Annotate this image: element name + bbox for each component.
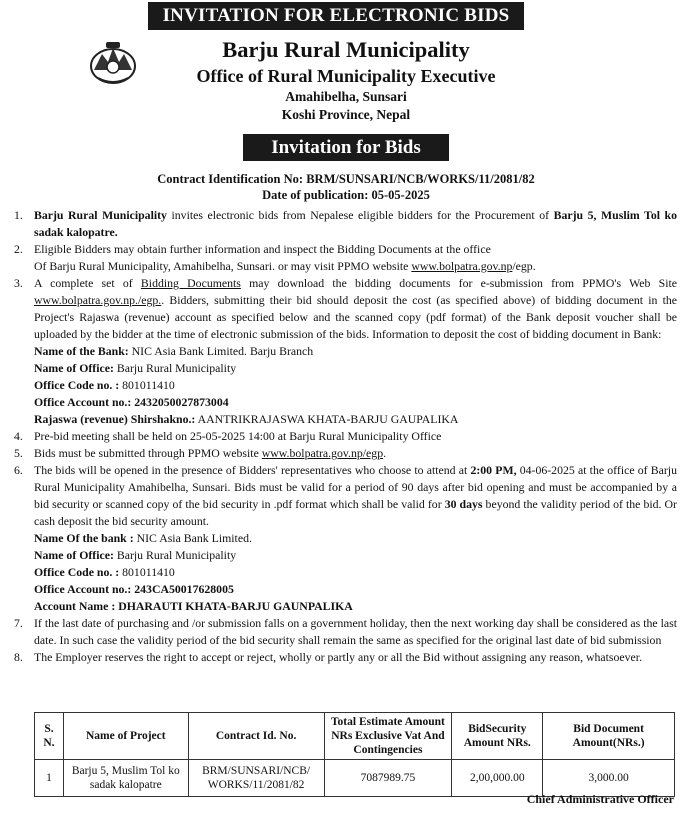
term-number: 2. bbox=[14, 242, 23, 256]
address-line-2: Koshi Province, Nepal bbox=[281, 107, 411, 122]
term-text: /egp. bbox=[512, 259, 536, 273]
term-number: 7. bbox=[14, 616, 23, 630]
table-cell: 1 bbox=[35, 760, 64, 797]
field-value: Barju Rural Municipality bbox=[113, 361, 237, 375]
term-number: 6. bbox=[14, 463, 23, 477]
signature: Chief Administrative Officer bbox=[526, 792, 674, 806]
term-number: 4. bbox=[14, 429, 23, 443]
column-header: Contract Id. No. bbox=[188, 713, 324, 760]
column-header: BidSecurity Amount NRs. bbox=[452, 713, 543, 760]
term-8 bbox=[14, 649, 677, 666]
publication-date-value: 05-05-2025 bbox=[371, 188, 430, 202]
publication-date-label: Date of publication: bbox=[262, 188, 369, 202]
term-number: 8. bbox=[14, 650, 23, 664]
document-banner: INVITATION FOR ELECTRONIC BIDS bbox=[148, 2, 524, 30]
org-name: Barju Rural Municipality bbox=[222, 37, 470, 62]
address-line-1: Amahibelha, Sunsari bbox=[285, 89, 407, 104]
term-number: 5. bbox=[14, 446, 23, 460]
table-cell: Barju 5, Muslim Tol ko sadak kalopatre bbox=[63, 760, 188, 797]
bank-details-2 bbox=[14, 530, 677, 615]
term-text: beyond the validity period of the bid. Or cash deposit the bid security amount. bbox=[34, 497, 677, 528]
term-6 bbox=[14, 462, 677, 530]
ppmo-link[interactable]: www.bolpatra.gov.np bbox=[411, 259, 513, 273]
table-header-row bbox=[35, 713, 675, 760]
column-header: S. N. bbox=[35, 713, 64, 760]
term-text: Bids must be submitted through PPMO website bbox=[34, 446, 262, 460]
ppmo-link[interactable]: www.bolpatra.gov.np/egp bbox=[261, 446, 384, 460]
term-text: . Bidders, submitting their bid should deposit the cost (as specified above) of bidding document in the Project's Rajaswa (revenue) account as specified below and the scanned copy (pdf format) of the Bank deposit voucher shall be uploaded by the bidder at the time of electronic submission of the bids. Information to deposit the cost of bidding document in Bank: bbox=[34, 293, 677, 341]
nepal-emblem-icon bbox=[88, 40, 138, 86]
publication-date-line bbox=[0, 187, 692, 203]
bid-terms bbox=[14, 207, 677, 666]
field-label: Office Code no. : bbox=[34, 565, 120, 579]
term-text: Bidding Documents bbox=[140, 276, 241, 290]
term-text: Eligible Bidders may obtain further information and inspect the Bidding Documents at the office bbox=[34, 242, 491, 256]
table-cell: 3,000.00 bbox=[543, 760, 675, 797]
ppmo-link[interactable]: www.bolpatra.gov.np./egp. bbox=[34, 293, 162, 307]
term-4 bbox=[14, 428, 677, 445]
term-text: 2:00 PM, bbox=[470, 463, 517, 477]
bank-details-1 bbox=[14, 343, 677, 428]
column-header: Total Estimate Amount NRs Exclusive Vat And Contingencies bbox=[324, 713, 452, 760]
table-cell: 2,00,000.00 bbox=[452, 760, 543, 797]
table-cell: 7087989.75 bbox=[324, 760, 452, 797]
field-label: Name of Office: bbox=[34, 548, 114, 562]
term-text: . bbox=[383, 446, 387, 460]
account-number: Office Account no.: 243CA50017628005 bbox=[34, 582, 234, 596]
field-value: AANTRIKRAJASWA KHATA-BARJU GAUPALIKA bbox=[195, 412, 459, 426]
office-name: Office of Rural Municipality Executive bbox=[196, 66, 496, 86]
field-label: Name of Office: bbox=[34, 361, 114, 375]
term-text: 04-06-2025 at the office of Barju Rural Municipality Amahibelha, Sunsari. Bids must be valid for a period of 90 days after bid opening and must be accompanied by a bid security or scanned copy of the bid security in .pdf format which shall be valid for bbox=[34, 463, 677, 511]
term-text: invites electronic bids from Nepalese eligible bidders for the Procurement of bbox=[166, 208, 554, 222]
term-number: 1. bbox=[14, 208, 23, 222]
field-value: 801011410 bbox=[119, 378, 175, 392]
term-2 bbox=[14, 241, 677, 275]
contract-id-line bbox=[0, 171, 692, 187]
bid-table bbox=[34, 712, 675, 797]
table-cell: BRM/SUNSARI/NCB/ WORKS/11/2081/82 bbox=[188, 760, 324, 797]
term-text: If the last date of purchasing and /or submission falls on a government holiday, then the next working day shall be considered as the last date. In such case the validity period of the bid security shall remain the same as specified for the original last date of bid submission bbox=[34, 616, 677, 647]
column-header: Name of Project bbox=[63, 713, 188, 760]
term-text: Pre-bid meeting shall be held on 25-05-2025 14:00 at Barju Rural Municipality Office bbox=[34, 429, 442, 443]
section-title: Invitation for Bids bbox=[243, 134, 449, 161]
term-7 bbox=[14, 615, 677, 649]
field-value: NIC Asia Bank Limited. Barju Branch bbox=[128, 344, 314, 358]
term-text: may download the bidding documents for e-submission from PPMO's Web Site bbox=[240, 276, 677, 290]
column-header: Bid Document Amount(NRs.) bbox=[543, 713, 675, 760]
term-3 bbox=[14, 275, 677, 343]
organization-header bbox=[150, 36, 542, 124]
term-1 bbox=[14, 207, 677, 241]
term-5 bbox=[14, 445, 677, 462]
field-label: Name Of the bank : bbox=[34, 531, 134, 545]
term-number: 3. bbox=[14, 276, 23, 290]
contract-id-label: Contract Identification No: bbox=[157, 172, 304, 186]
term-text: The bids will be opened in the presence of Bidders' representatives who choose to attend at bbox=[34, 463, 471, 477]
field-value: NIC Asia Bank Limited. bbox=[133, 531, 252, 545]
field-value: 801011410 bbox=[119, 565, 175, 579]
account-name: Account Name : DHARAUTI KHATA-BARJU GAUNPALIKA bbox=[34, 599, 353, 613]
account-number: Office Account no.: 2432050027873004 bbox=[34, 395, 229, 409]
term-text: Barju Rural Municipality bbox=[34, 208, 167, 222]
term-text: Of Barju Rural Municipality, Amahibelha, Sunsari. or may visit PPMO website bbox=[34, 259, 412, 273]
project-name: Barju 5, Muslim Tol ko sadak kalopatre. bbox=[34, 208, 678, 239]
field-value: Barju Rural Municipality bbox=[113, 548, 237, 562]
term-text: The Employer reserves the right to accept or reject, wholly or partly any or all the Bid without assigning any reason, whatsoever. bbox=[34, 650, 643, 664]
term-text: A complete set of bbox=[34, 276, 141, 290]
term-text: 30 days bbox=[444, 497, 483, 511]
field-label: Office Code no. : bbox=[34, 378, 120, 392]
table-row bbox=[35, 760, 675, 797]
contract-id-value: BRM/SUNSARI/NCB/WORKS/11/2081/82 bbox=[306, 172, 535, 186]
field-label: Name of the Bank: bbox=[34, 344, 129, 358]
field-label: Rajaswa (revenue) Shirshakno.: bbox=[34, 412, 196, 426]
